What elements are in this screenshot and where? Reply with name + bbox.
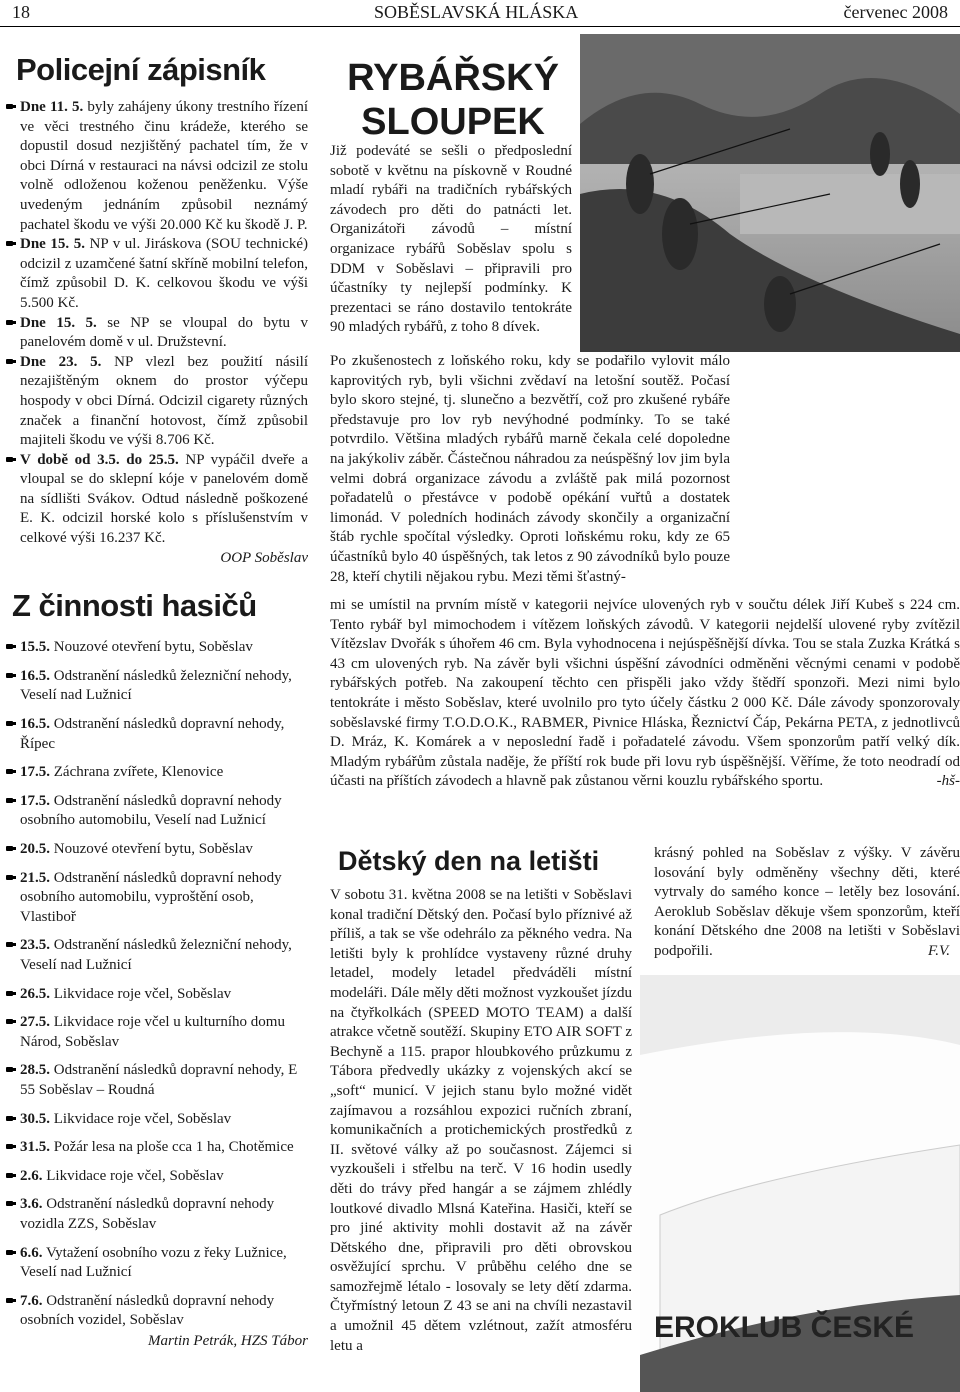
page-header	[0, 0, 960, 27]
bullet-marker	[6, 1067, 13, 1072]
item-text: Odstranění následků dopravní nehody osobního automobilu, Veselí nad Lužnicí	[20, 792, 282, 829]
item-text: Likvidace roje včel u kulturního domu Národ, Soběslav	[20, 1014, 285, 1050]
item-date: Dne 15. 5.	[20, 314, 97, 331]
fire-incident-item	[10, 1167, 308, 1187]
item-text: NP vlezl bez použití násilí nezajištěným oknem do prostor výčepu hospody v obci Dírná. Odcizil cigarety různých značek a finanční hotovost, čímž způsobil majiteli škodu ve výši 8.706 Kč.	[20, 353, 308, 449]
bullet-marker	[6, 457, 13, 462]
fire-incident-item	[10, 1292, 308, 1331]
fire-incident-item	[10, 985, 308, 1005]
police-title: Policejní zápisník	[16, 52, 266, 87]
fishing-title-line1: RYBÁŘSKÝ	[347, 57, 559, 99]
police-report-item	[10, 451, 308, 549]
airplane-photo	[640, 975, 960, 1392]
item-text: Nouzové otevření bytu, Soběslav	[50, 639, 253, 656]
item-date: 16.5.	[20, 716, 50, 733]
item-text: Odstranění následků dopravní nehody vozidla ZZS, Soběslav	[20, 1196, 275, 1232]
bullet-marker	[6, 104, 13, 109]
fire-incident-item	[10, 715, 308, 754]
bullet-marker	[6, 769, 13, 774]
item-text: Vytažení osobního vozu z řeky Lužnice, Veselí nad Lužnicí	[20, 1244, 287, 1281]
fishing-body: mi se umístil na prvním místě v kategorii nejvíce ulovených ryb v součtu délek Jiří Kubeš s 224 cm. Tento rybář byl mimochodem i vítězem loňských závodů. V kategorii nejdelší ulovené ryby zvítězil Vítězslav Dvořák s úhořem 46 cm. Byla vyhodnocena i nejúspěšnější dívka. Tou se stala Zuzka Krátká s 43 cm ulovených ryb. Na závěr byli všichni úspěšní závodníci odměněni věcnými cenami v podobě rybářských potřeb. Na zakoupení těchto cen přispěli jako vždy štědří sponzoři. Mezi nimi bylo tentokráte i město Soběslav, které uvolnilo pro tyto účely částku 2 000 Kč. Dále závody sponzorovaly soběslavské firmy T.O.D.O.K., RABMER, Pivnice Hláska, Řeznictví Čáp, Pekárna PETA, z jednotlivců D. Mráz, K. Komárek a v neposlední řadě i pořadatelé závodu. Všem sponzorům patří velký dík. Mladým rybářům zůstala naděje, že příští rok bude při lovu ryb úspěšnější. Věříme, že toto neodradí od účasti na příštích závodech a hlavně pak zůstanou věrni kouzlu rybářského sportu.	[330, 597, 960, 790]
fire-incident-item	[10, 869, 308, 928]
page-number: 18	[12, 2, 30, 22]
childrens-day-continuation	[654, 844, 960, 962]
bullet-marker	[6, 942, 13, 947]
item-date: 6.6.	[20, 1244, 43, 1261]
item-date: 16.5.	[20, 667, 50, 684]
fire-incident-item	[10, 1110, 308, 1130]
item-date: 30.5.	[20, 1110, 50, 1127]
item-date: 17.5.	[20, 792, 50, 809]
bullet-marker	[6, 241, 13, 246]
fishing-photo	[580, 34, 960, 352]
bullet-marker	[6, 1116, 13, 1121]
fishing-lede: Již podeváté se sešli o předposlední sobotě v květnu na pískovně v Roudné mladí rybáři na tradičních rybářských závodech pro děti do patnácti let. Organizátoři závodů – místní organizace rybářů Soběslav spolu s DDM v Soběslavi – připravili pro účastníky ty nejlepší podmínky. K prezentaci se ráno dostavilo tentokráte 90 mladých rybářů, z toho 8 dívek.	[330, 143, 572, 336]
item-text: Nouzové otevření bytu, Soběslav	[50, 841, 253, 857]
police-report-item	[10, 98, 308, 235]
item-date: 28.5.	[20, 1062, 50, 1079]
item-date: 26.5.	[20, 985, 50, 1002]
police-report-item	[10, 235, 308, 313]
police-report-item	[10, 353, 308, 451]
item-text: Likvidace roje včel, Soběslav	[42, 1167, 224, 1184]
police-list	[10, 98, 308, 549]
childrens-day-body: V sobotu 31. května 2008 se na letišti v Soběslavi konal tradiční Dětský den. Počasí bylo příznivé až příliš, a tak se vše odehrálo za pěkného vedra. Na letišti byly k prohlídce vystaveny různé druhy letadel, modely letadel předváděli místní modeláři. Dále měly děti možnost vyzkoušet jízdu na čtyřkolkách (SPEED MOTO TEAM) a další atrakce včetně soutěží. Skupiny ETO AIR SOFT z Bechyně a 115. prapor hloubkového průzkumu z Tábora předvedly ukázky z vojenských akcí se „soft“ municí. V jejich stanu bylo možné vidět zajímavou a rozsáhlou expozici ručních zbraní, komunikačních a protichemických prostředků z II. světové války až po současnost. Zájemci si vyzkoušeli i střelbu na terč. V 16 hodin usedly děti do trávy před hangár a se zájmem zhlédly loutkové divadlo Mlsná Kateřina. Hasiči, kteří se pro jiné aktivity mohli dostavit až na závěr Dětského dne, připravili pro děti obrovskou osvěžující sprchu. V průběhu celého dne se samozřejmě létalo - losovaly se lety dětí zdarma. Čtyřmístný letoun Z 43 se ani na chvíli nezastavil a umožnil 45 dětem vzlétnout, zažít atmosféru letu a	[330, 887, 633, 1354]
item-date: 3.6.	[20, 1196, 43, 1213]
fire-incident-item	[10, 1061, 308, 1100]
item-date: V době od 3.5. do 25.5.	[20, 451, 179, 468]
item-date: 31.5.	[20, 1139, 50, 1156]
childrens-day-text: krásný pohled na Soběslav z výšky. V závěru losování byly odměněny všechny děti, které vytrvaly do samého konce – letěly bez losování. Aeroklub Soběslav děkuje všem sponzorům, kteří konání Dětského dne 2008 na letišti v Soběslavi podpořili.	[654, 845, 960, 959]
fishing-title	[330, 56, 576, 144]
item-text: Odstranění následků železniční nehody, Veselí nad Lužnicí	[20, 667, 292, 704]
item-date: 27.5.	[20, 1014, 50, 1031]
bullet-marker	[6, 1298, 13, 1303]
bullet-marker	[6, 359, 13, 364]
item-date: 15.5.	[20, 639, 50, 656]
fishing-continuation	[330, 596, 960, 792]
item-text: Odstranění následků dopravní nehody, E 55 Soběslav – Roudná	[20, 1062, 298, 1098]
bullet-marker	[6, 721, 13, 726]
item-date: Dne 11. 5.	[20, 99, 84, 115]
item-text: NP vypáčil dveře a vloupal se do sklepní kóje v panelovém domě na sídlišti Svákov. Odtud následně poškozené E. K. odcizil horské kolo s příslušenstvím v celkové výši 16.237 Kč.	[20, 451, 308, 547]
newspaper-title: SOBĚSLAVSKÁ HLÁSKA	[374, 2, 579, 22]
police-signature: OOP Soběslav	[220, 549, 308, 566]
item-text: Odstranění následků dopravní nehody osobního automobilu, vyproštění osob, Vlastiboř	[20, 869, 282, 925]
fire-incident-item	[10, 638, 308, 658]
item-text: Záchrana zvířete, Klenovice	[50, 764, 224, 781]
item-text: Požár lesa na ploše cca 1 ha, Chotěmice	[50, 1139, 294, 1156]
item-text: Odstranění následků dopravní nehody, Řípec	[20, 716, 285, 752]
bullet-marker	[6, 798, 13, 803]
item-date: 2.6.	[20, 1167, 43, 1184]
fire-incident-item	[10, 1244, 308, 1283]
fire-incident-item	[10, 1138, 308, 1158]
bullet-marker	[6, 644, 13, 649]
childrens-day-title: Dětský den na letišti	[338, 846, 600, 876]
bullet-marker	[6, 1250, 13, 1255]
firemen-list	[10, 638, 308, 1331]
fire-incident-item	[10, 1195, 308, 1234]
fire-incident-item	[10, 763, 308, 783]
item-text: Likvidace roje včel, Soběslav	[50, 1110, 232, 1127]
firemen-title: Z činnosti hasičů	[12, 588, 257, 624]
childrens-day-signature: F.V.	[928, 942, 950, 959]
item-date: 21.5.	[20, 869, 50, 886]
bullet-marker	[6, 846, 13, 851]
left-column	[10, 52, 308, 1351]
item-text: Likvidace roje včel, Soběslav	[50, 985, 232, 1002]
fishing-signature: -hš-	[936, 773, 960, 790]
item-date: 23.5.	[20, 937, 50, 954]
item-date: Dne 23. 5.	[20, 353, 102, 370]
item-text: se NP se vloupal do bytu v panelovém domě v ul. Družstevní.	[20, 314, 308, 351]
item-date: 17.5.	[20, 764, 50, 781]
item-text: NP v ul. Jiráskova (SOU technické) odcizil z uzamčené šatní skříně mobilní telefon, čímž způsobil D. K. celkovou škodu ve výši 5.500 Kč.	[20, 236, 308, 311]
fishing-title-line2: SLOUPEK	[361, 101, 545, 143]
bullet-marker	[6, 1144, 13, 1149]
fire-incident-item	[10, 840, 308, 860]
bullet-marker	[6, 1201, 13, 1206]
airplane-lettering: EROKLUB ČESKÉ	[654, 1311, 915, 1344]
issue-date: červenec 2008	[843, 2, 948, 22]
bullet-marker	[6, 991, 13, 996]
fire-incident-item	[10, 667, 308, 706]
fishing-middle: Po zkušenostech z loňského roku, kdy se podařilo vylovit málo kaprovitých ryb, byli všichni zvědaví na letošní soutěž. Počasí bylo skoro stejné, tj. slunečno a bezvětří, což pro zkušené rybáře představuje pro lov ryb nevýhodné podmínky. To se také potvrdilo. Většina mladých rybářů marně čekala celé dopoledne na jakýkoliv záběr. Částečnou náhradou za neúspěšný lov jim byla velmi dobrá organizace závodu a zvláště pak milá pozornost pořadatelů o přestávce v podobě opékání vuřtů a dostatek limonád. V poledních hodinách závody skončily a organizační štáb rychle spočítal výsledky. Oproti loňskému roku, kdy ze 65 účastníků bylo 40 úspěšných, tak letos z 90 závodníků bylo pouze 28, kteří chytili nějakou rybu. Mezi těmi šťastný-	[330, 353, 730, 585]
bullet-marker	[6, 1019, 13, 1024]
item-date: Dne 15. 5.	[20, 236, 85, 253]
firemen-signature: Martin Petrák, HZS Tábor	[147, 1332, 308, 1349]
item-date: 20.5.	[20, 841, 50, 857]
item-text: Odstranění následků železniční nehody, Veselí nad Lužnicí	[20, 937, 292, 973]
police-report-item	[10, 314, 308, 353]
item-text: byly zahájeny úkony trestního řízení ve věci trestného činu krádeže, kterého se dopustil dosud nezjištěný pachatel tím, že v obci Dírná v restauraci na návsi odcizil ze stolu volně odloženou koženou peněženku. Výše uvedeným jednáním způsobil neznámý pachatel škodu ve výši 20.000 Kč ku škodě J. P.	[20, 99, 308, 233]
fire-incident-item	[10, 792, 308, 831]
fire-incident-item	[10, 1013, 308, 1052]
bullet-marker	[6, 1173, 13, 1178]
bullet-marker	[6, 875, 13, 880]
bullet-marker	[6, 673, 13, 678]
item-date: 7.6.	[20, 1292, 43, 1309]
item-text: Odstranění následků dopravní nehody osobních vozidel, Soběslav	[20, 1292, 275, 1329]
fire-incident-item	[10, 936, 308, 975]
bullet-marker	[6, 320, 13, 325]
